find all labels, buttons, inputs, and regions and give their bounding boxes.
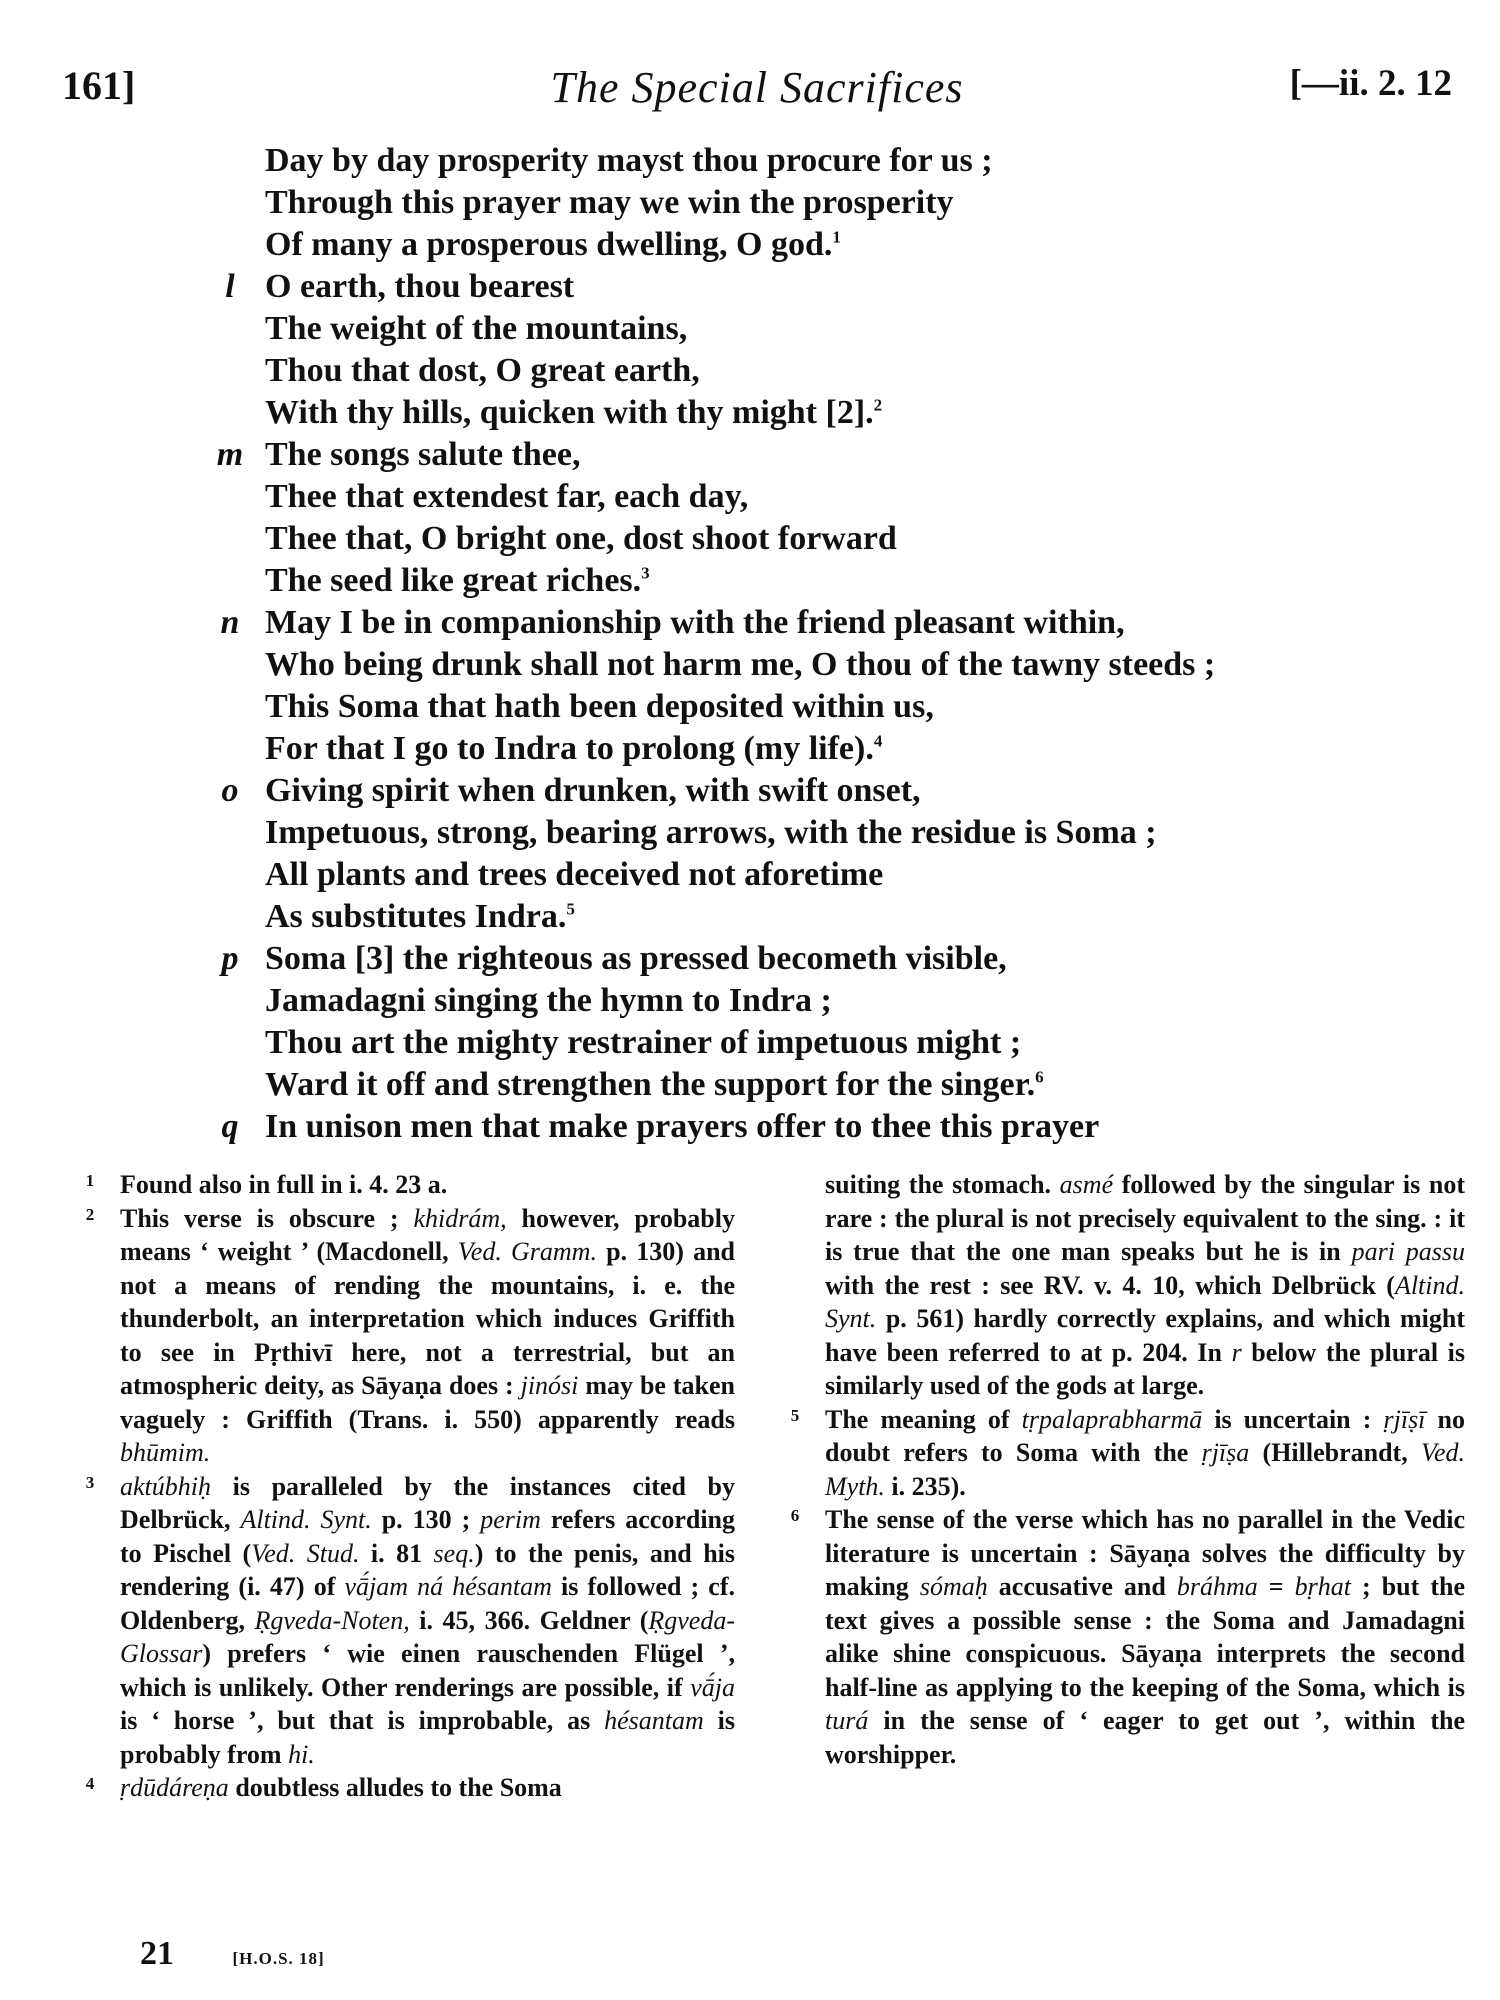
footnote-italic: sómaḥ (919, 1572, 988, 1601)
verse-block (0, 140, 1500, 1148)
footnote-italic: turá (825, 1706, 869, 1735)
verse-text (265, 140, 993, 182)
verse-letter: n (220, 604, 240, 641)
footnote-1 (80, 1168, 735, 1202)
footnote-text: is uncertain : (1202, 1404, 1384, 1434)
verse-text (265, 770, 921, 812)
verse-text-content: The weight of the mountains, (265, 310, 688, 347)
footnote-italic: bṛhat (1294, 1572, 1351, 1601)
footnote-5 (785, 1403, 1465, 1504)
verse-text (265, 1106, 1099, 1148)
verse-line (0, 266, 1500, 308)
footnote-marker: 3 (85, 1472, 95, 1492)
verse-text-content: For that I go to Indra to prolong (my life). (265, 730, 874, 767)
footnote-text: refers according to Pischel ( (120, 1505, 736, 1568)
footnote-italic: ṛjīṣa (1201, 1438, 1250, 1467)
footnote-italic: hi. (288, 1739, 315, 1769)
footnote-text: = (1257, 1572, 1295, 1601)
footnote-text: p. 561) hardly correctly explains, and which might have been referred to at p. 204. In (825, 1304, 1465, 1367)
verse-text-content: Soma [3] the righteous as pressed becometh visible, (265, 940, 1007, 977)
footnote-marker: 5 (790, 1405, 800, 1425)
footnote-italic: Ṛgveda-Glossar (120, 1605, 735, 1668)
footnote-italic: Ved. Myth. (825, 1438, 1466, 1501)
verse-text-content: All plants and trees deceived not aforetime (265, 856, 884, 893)
footnote-italic: perim (480, 1505, 541, 1534)
footnote-text: no doubt refers to Soma with the (825, 1404, 1465, 1467)
footnote-3 (80, 1470, 735, 1772)
verse-text-content: Day by day prosperity mayst thou procure for us ; (265, 142, 993, 179)
verse-line (0, 224, 1500, 266)
footnote-italic: Ṛgveda-Noten, (254, 1605, 410, 1635)
footnote-italic: vā́ja (690, 1672, 735, 1702)
footnote-italic: Ved. Gramm. (457, 1237, 597, 1266)
verse-line (0, 896, 1500, 938)
footnote-text: i. 45, 366. Geldner ( (409, 1605, 649, 1635)
verse-text-content: Jamadagni singing the hymn to Indra ; (265, 982, 832, 1019)
footnote-marker: 2 (85, 1204, 95, 1224)
footnote-reference: 4 (873, 731, 883, 751)
verse-text (265, 602, 1125, 644)
verse-text (265, 686, 934, 728)
footnote-6 (785, 1503, 1465, 1771)
verse-text-content: Impetuous, strong, bearing arrows, with the residue is Soma ; (265, 814, 1157, 851)
verse-line (0, 1022, 1500, 1064)
signature-mark: [H.O.S. 18] (232, 1949, 325, 1968)
footnote-text: below the plural is similarly used of the gods at large. (825, 1337, 1465, 1400)
verse-letter: m (216, 436, 244, 473)
verse-text-content: Thee that, O bright one, dost shoot forward (265, 520, 897, 557)
page-footer (140, 1935, 325, 1973)
verse-text (265, 1064, 1044, 1106)
verse-text (265, 518, 897, 560)
verse-text-content: Ward it off and strengthen the support for the singer. (265, 1066, 1036, 1103)
verse-line (0, 812, 1500, 854)
verse-letter: o (221, 772, 239, 809)
verse-line (0, 1106, 1500, 1148)
footnote-text: ) to the penis, and his rendering (i. 47) of (120, 1538, 735, 1601)
verse-line (0, 434, 1500, 476)
footnote-text: with the rest : see RV. v. 4. 10, which Delbrück ( (825, 1270, 1395, 1300)
footnote-4 (80, 1771, 735, 1805)
verse-line (0, 182, 1500, 224)
verse-text (265, 896, 575, 938)
verse-line (0, 518, 1500, 560)
footnote-marker: 4 (85, 1774, 95, 1793)
footnote-italic: aktúbhiḥ (120, 1471, 211, 1501)
footnote-italic: ṛjīṣī (1383, 1404, 1426, 1434)
verse-text (265, 812, 1157, 854)
verse-text (265, 938, 1007, 980)
verse-line (0, 980, 1500, 1022)
footnote-text: followed by the singular is not rare : the plural is not precisely equivalent to the sing. : it is true that the one man speaks but he is in (825, 1170, 1465, 1266)
footnote-italic: asmé (1059, 1170, 1114, 1199)
verse-text (265, 980, 832, 1022)
verse-line (0, 644, 1500, 686)
footnote-text: is ‘ horse ’, but that is improbable, as (120, 1706, 605, 1735)
footnote-italic: Altind. Synt. (825, 1270, 1465, 1333)
footnote-text: p. 130) and not a means of rending the mountains, i. e. the thunderbolt, an interpretation which induces Griffith to see in Pṛthivī here, not a terrestrial, but an atmospheric deity, as Sāyaṇa does : (120, 1237, 735, 1400)
running-header (62, 62, 1452, 122)
verse-line (0, 728, 1500, 770)
verse-line (0, 686, 1500, 728)
footnote-marker: 6 (790, 1506, 800, 1525)
verse-text-content: The seed like great riches. (265, 562, 642, 599)
verse-line (0, 140, 1500, 182)
footnote-text: however, probably means ‘ weight ’ (Macdonell, (120, 1203, 735, 1266)
verse-line (0, 560, 1500, 602)
verse-text-content: Thou art the mighty restrainer of impetuous might ; (265, 1024, 1022, 1061)
footnote-text: i. 235). (884, 1471, 966, 1501)
footnote-italic: bráhma (1176, 1572, 1258, 1601)
footnote-text: is followed ; cf. Oldenberg, (120, 1572, 735, 1635)
verse-text (265, 728, 882, 770)
footnote-italic: bhūmim. (120, 1438, 211, 1467)
verse-line (0, 938, 1500, 980)
running-title: The Special Sacrifices (550, 63, 964, 112)
verse-text (265, 434, 580, 476)
footnote-italic: Altind. Synt. (240, 1505, 372, 1534)
verse-text-content: O earth, thou bearest (265, 268, 575, 305)
footnote-text: accusative and (987, 1572, 1177, 1601)
verse-line (0, 308, 1500, 350)
footnotes-right-column (785, 1168, 1465, 1771)
verse-letter: p (221, 940, 239, 977)
verse-text (265, 644, 1215, 686)
verse-line (0, 476, 1500, 518)
footnote-italic: r (1231, 1337, 1242, 1367)
verse-text-content: In unison men that make prayers offer to thee this prayer (265, 1108, 1100, 1145)
footnote-2 (80, 1202, 735, 1470)
footnote-italic: Ved. Stud. (251, 1538, 360, 1568)
verse-letter: l (225, 268, 235, 305)
verse-text-content: Who being drunk shall not harm me, O thou of the tawny steeds ; (265, 646, 1216, 683)
footnote-reference: 5 (566, 899, 575, 919)
verse-text-content: This Soma that hath been deposited within us, (265, 688, 934, 725)
footnote-text: suiting the stomach. (825, 1170, 1060, 1199)
verse-text-content: With thy hills, quicken with thy might [2]. (265, 394, 874, 431)
footnote-italic: jinósi (520, 1371, 579, 1400)
verse-line (0, 392, 1500, 434)
footnote-text: in the sense of ‘ eager to get out ’, within the worshipper. (825, 1706, 1465, 1769)
footnote-text: i. 81 (359, 1538, 434, 1568)
footnote-reference: 3 (641, 563, 650, 583)
verse-text (265, 1022, 1021, 1064)
verse-text (265, 266, 574, 308)
verse-text (265, 350, 700, 392)
footnote-text: ) prefers ‘ wie einen rauschenden Flügel ’, which is unlikely. Other renderings are possible, if (120, 1639, 735, 1702)
verse-text-content: Giving spirit when drunken, with swift onset, (265, 772, 921, 809)
footnote-reference: 2 (873, 395, 883, 415)
footnote-text: may be taken vaguely : Griffith (Trans. i. 550) apparently reads (120, 1371, 736, 1434)
footnote-text: The meaning of (825, 1404, 1022, 1434)
verse-text (265, 476, 748, 518)
verse-text (265, 224, 841, 266)
verse-line (0, 854, 1500, 896)
footnote-italic: ṛdūdáreṇa (120, 1773, 229, 1802)
verse-text-content: Of many a prosperous dwelling, O god. (265, 226, 833, 263)
footnote-italic: tṛpalaprabharmā (1021, 1404, 1203, 1434)
footnote-text: is paralleled by the instances cited by Delbrück, (120, 1471, 735, 1534)
verse-text-content: Through this prayer may we win the prosperity (265, 184, 954, 221)
verse-line (0, 770, 1500, 812)
footnote-text: This verse is obscure ; (120, 1203, 414, 1233)
page-number: 161] (62, 63, 136, 108)
section-reference: [—ii. 2. 12 (1289, 63, 1452, 104)
footnote-text: ; but the text gives a possible sense : the Soma and Jamadagni alike shine conspicuous. Sāyaṇa interprets the second half-line as applying to the keeping of the Soma, which is (825, 1572, 1465, 1702)
verse-text (265, 560, 650, 602)
footnote-4-continued (785, 1168, 1465, 1403)
footnote-text: The sense of the verse which has no parallel in the Vedic literature is uncertain : Sāyaṇa solves the difficulty by making (825, 1505, 1465, 1601)
footnote-italic: pari passu (1351, 1237, 1465, 1266)
verse-text-content: The songs salute thee, (265, 436, 581, 473)
verse-letter: q (221, 1108, 239, 1145)
verse-text-content: Thou that dost, O great earth, (265, 352, 700, 389)
footnote-text: is probably from (120, 1706, 735, 1769)
footnotes-left-column (80, 1168, 735, 1805)
footnote-text: Found also in full in i. 4. 23 a. (120, 1170, 448, 1199)
verse-text (265, 182, 954, 224)
footnote-italic: hésantam (604, 1706, 704, 1735)
verse-line (0, 350, 1500, 392)
footnote-reference: 1 (832, 227, 841, 247)
verse-text (265, 854, 883, 896)
sheet-number: 21 (140, 1935, 174, 1972)
verse-line (0, 602, 1500, 644)
verse-text (265, 392, 882, 434)
verse-text-content: Thee that extendest far, each day, (265, 478, 749, 515)
footnote-italic: seq. (433, 1538, 475, 1568)
footnote-text: (Hillebrandt, (1249, 1438, 1421, 1467)
verse-text (265, 308, 687, 350)
verse-text-content: As substitutes Indra. (265, 898, 567, 935)
footnote-text: p. 130 ; (371, 1505, 481, 1534)
footnote-reference: 6 (1035, 1067, 1044, 1087)
verse-text-content: May I be in companionship with the friend pleasant within, (265, 604, 1125, 641)
footnote-italic: khidrám, (413, 1203, 507, 1233)
footnote-marker: 1 (85, 1171, 95, 1190)
footnote-text: doubtless alludes to the Soma (228, 1773, 562, 1802)
verse-line (0, 1064, 1500, 1106)
footnote-italic: vā́jam ná hésantam (344, 1572, 552, 1601)
